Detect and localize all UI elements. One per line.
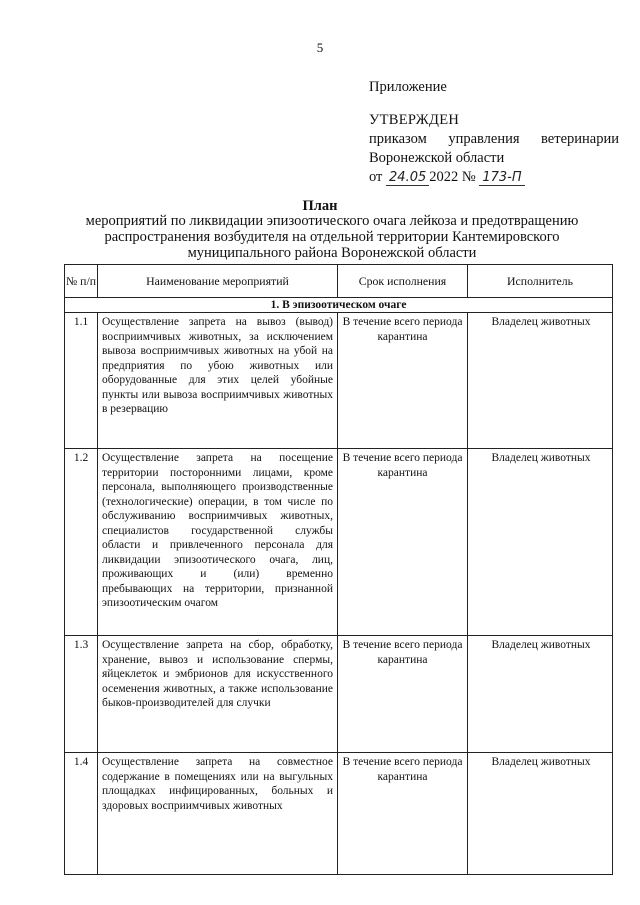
handwritten-order-number: 173-П [479,171,524,186]
table-header-row [65,265,613,298]
row-measure: Осуществление запрета на сбор, обработку, хранение, вывоз и использование спермы, яйцеклеток и эмбрионов для искусственного осеменения животных, а также использование быков-производителей для случки [98,636,338,753]
handwritten-date: 24.05 [386,171,429,186]
row-number: 1.3 [65,636,98,753]
row-measure: Осуществление запрета на совместное содержание в помещениях или на выгульных площадках инфицированных, больных и здоровых восприимчивых животных [98,753,338,875]
order-line-1: приказом управления ветеринарии [369,131,619,147]
approved-label: УТВЕРЖДЕН [369,112,460,128]
header-executor: Исполнитель [468,265,613,298]
order-line-2: Воронежской области [369,150,505,166]
date-prefix: от [369,169,383,185]
row-executor: Владелец животных [468,753,613,875]
order-date-line [369,168,619,187]
date-year: 2022 № [429,169,476,185]
table-row [65,636,613,753]
appendix-label: Приложение [369,79,447,95]
header-term: Срок исполнения [338,265,468,298]
row-measure: Осуществление запрета на посещение территории посторонними лицами, кроме персонала, выполняющего производственные (технологические) операции, в том числе по обслуживанию восприимчивых животных, специалистов государственной службы области и привлеченного персонала для ликвидации эпизоотического очага, лиц, проживающих и (или) временно пребывающих на территории, признанной эпизоотическим очагом [98,449,338,636]
page-number: 5 [316,40,324,55]
row-executor: Владелец животных [468,636,613,753]
table-row [65,753,613,875]
row-term: В течение всего периода карантина [338,449,468,636]
section-title: 1. В эпизоотическом очаге [65,298,613,313]
row-number: 1.2 [65,449,98,636]
row-executor: Владелец животных [468,313,613,449]
header-number: № п/п [65,265,98,298]
approval-block [369,78,619,187]
plan-title: План [302,198,338,214]
header-name: Наименование мероприятий [98,265,338,298]
row-term: В течение всего периода карантина [338,636,468,753]
section-row [65,298,613,313]
row-executor: Владелец животных [468,449,613,636]
table-row [65,313,613,449]
table-row [65,449,613,636]
row-number: 1.4 [65,753,98,875]
row-term: В течение всего периода карантина [338,753,468,875]
plan-subtitle: мероприятий по ликвидации эпизоотического очага лейкоза и предотвращению распространения возбудителя на отдельной территории Кантемировского муниципального района Воронежской области [85,213,579,261]
plan-table [64,264,613,875]
row-term: В течение всего периода карантина [338,313,468,449]
row-number: 1.1 [65,313,98,449]
row-measure: Осуществление запрета на вывоз (вывод) восприимчивых животных, за исключением вывоза восприимчивых животных на убой на предприятия по убою животных или оборудованные для этих целей убойные пункты или вывоза восприимчивых животных в резервацию [98,313,338,449]
